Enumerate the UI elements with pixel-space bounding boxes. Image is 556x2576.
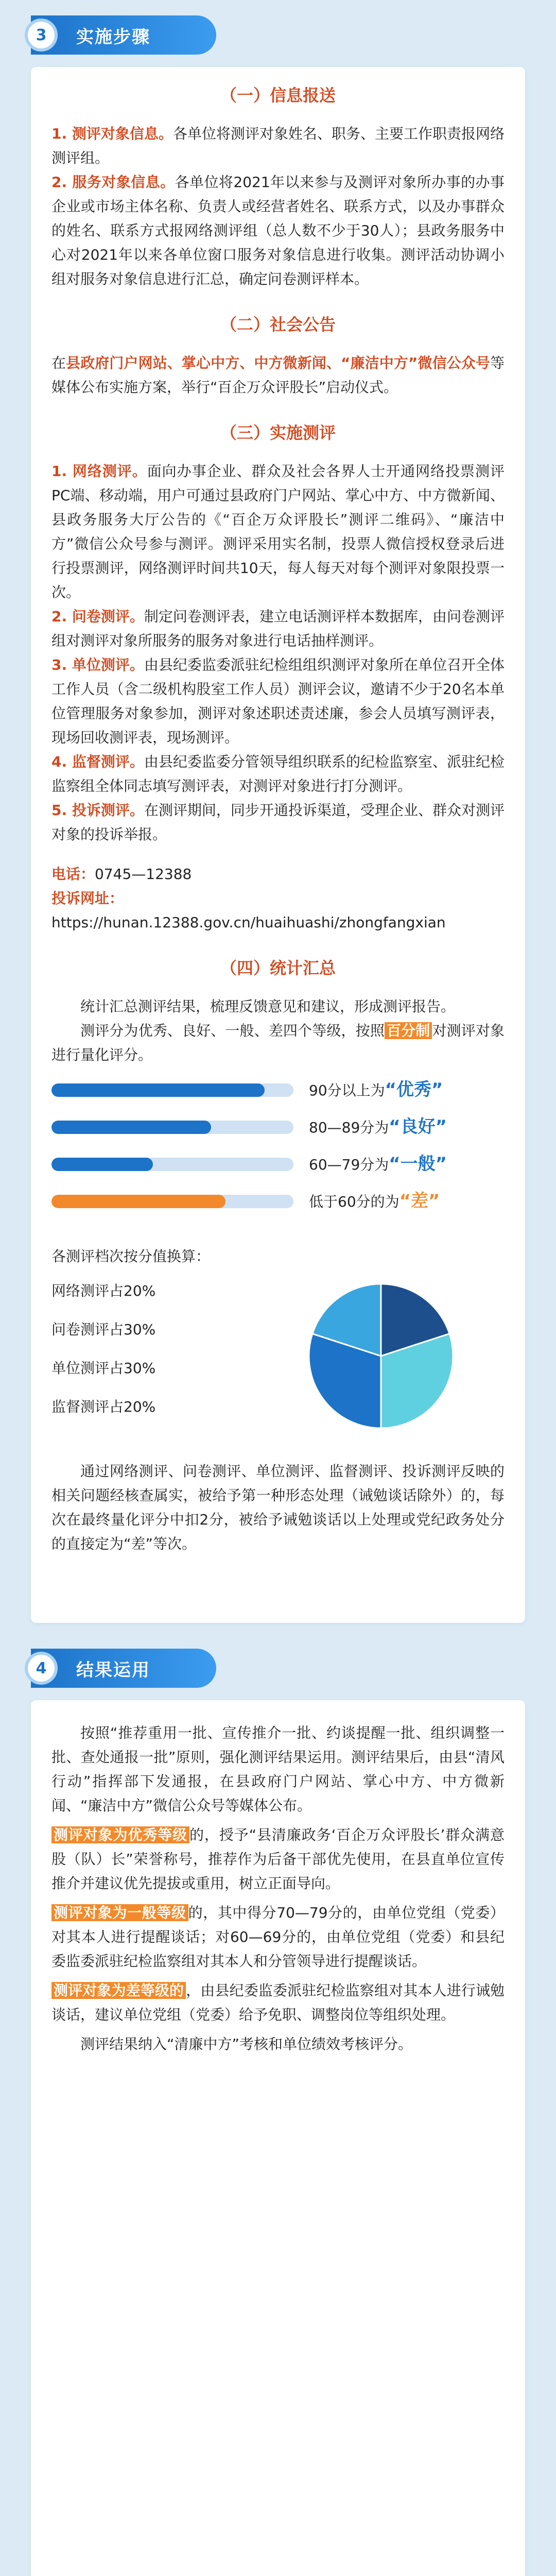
paragraph-stats-deduction: 通过网络测评、问卷测评、单位测评、监督测评、投诉测评反映的相关问题经核查属实，被给予第一种形态处理（诫勉谈话除外）的，每次在最终量化评分中扣2分，被给予诫勉谈话以上处理或党纪政务处分的直接定为“差”等次。	[51, 1463, 505, 1552]
paragraph-network-eval: 1. 网络测评。面向办事企业、群众及社会各界人士开通网络投票测评PC端、移动端，用户可通过县政府门户网站、掌心中方、中方微新闻、县政务服务大厅公告的《“百企万众评股长”测评二维码》、“廉洁中方”微信公众号参与测评。测评采用实名制，投票人微信授权登录后进行投票测评，网络测评时间共10天，每人每天对每个测评对象限投票一次。	[51, 463, 505, 601]
grade-label: 90分以上为“优秀”	[309, 1079, 443, 1100]
steps-card	[31, 67, 525, 1623]
grade-bar-track	[51, 1083, 293, 1097]
paragraph-target-info: 1. 测评对象信息。各单位将测评对象姓名、职务、主要工作职责报网络测评组。	[51, 125, 505, 166]
paragraph-result-assessment: 测评结果纳入“清廉中方”考核和单位绩效考核评分。	[80, 2036, 413, 2053]
results-card	[31, 1700, 525, 2576]
weights-block	[51, 1274, 505, 1444]
section-header-steps	[31, 15, 216, 55]
weight-item: 单位测评占30%	[51, 1360, 156, 1377]
grade-bar-fill	[51, 1195, 225, 1208]
paragraph-stats-scoring: 测评分为优秀、良好、一般、差四个等级，按照 百分制 对测评对象进行量化评分。	[51, 1022, 505, 1063]
sub-heading-info: （一）信息报送	[220, 86, 336, 105]
grade-label: 60—79分为“一般”	[309, 1154, 447, 1174]
complaint-phone: 电话：0745—12388	[51, 866, 192, 883]
weights-list	[51, 1279, 155, 1433]
weight-item: 网络测评占20%	[51, 1282, 156, 1299]
sub-heading-evaluate: （三）实施测评	[220, 423, 336, 443]
sub-heading-stats: （四）统计汇总	[220, 958, 336, 978]
grade-bar-track	[51, 1195, 293, 1208]
section-number: 4	[25, 1652, 58, 1685]
grade-levels	[51, 1079, 505, 1234]
paragraph-service-info: 2. 服务对象信息。各单位将2021年以来参与及测评对象所办事的办事企业或市场主体名称、负责人或经营者姓名、联系方式，以及办事群众的姓名、联系方式报网络测评组（总人数不少于30人）；县政务服务中心对2021年以来各单位窗口服务对象信息进行收集。测评活动协调小组对服务对象信息进行汇总，确定问卷测评样本。	[51, 174, 505, 287]
paragraph-complaint-eval: 5. 投诉测评。在测评期间，同步开通投诉渠道，受理企业、群众对测评对象的投诉举报。	[51, 802, 505, 843]
grade-bar-track	[51, 1158, 293, 1171]
grade-label: 80—89分为“良好”	[309, 1116, 447, 1137]
paragraph-result-excellent: 测评对象为优秀等级 的，授予“县清廉政务‘百企万众评股长’群众满意股（队）长”荣誉称号，推荐作为后备干部优先使用，在县直单位宣传推介并建议优先提拔或重用，树立正面导向。	[51, 1826, 505, 1892]
paragraph-survey-eval: 2. 问卷测评。制定问卷测评表，建立电话测评样本数据库，由问卷测评组对测评对象所服务的服务对象进行电话抽样测评。	[51, 608, 505, 649]
section-title: 实施步骤	[76, 26, 150, 47]
weight-item: 问卷测评占30%	[51, 1321, 156, 1338]
section-header-results	[31, 1649, 216, 1688]
weights-pie-chart	[293, 1274, 468, 1438]
paragraph-result-poor: 测评对象为差等级的 ，由县纪委监委派驻纪检监察组对其本人进行诫勉谈话，建议单位党组（党委）给予免职、调整岗位等组织处理。	[51, 1982, 505, 2023]
paragraph-supervision-eval: 4. 监督测评。由县纪委监委分管领导组织联系的纪检监察室、派驻纪检监察组全体同志填写测评表，对测评对象进行打分测评。	[51, 753, 505, 794]
weights-title: 各测评档次按分值换算：	[51, 1248, 211, 1265]
grade-bar-fill	[51, 1158, 153, 1171]
grade-bar-fill	[51, 1083, 265, 1097]
sub-heading-notice: （二）社会公告	[220, 315, 336, 334]
paragraph-result-average: 测评对象为一般等级 的，其中得分70—79分的，由单位党组（党委）对其本人进行提醒谈话；对60—69分的，由单位党组（党委）和县纪委监委派驻纪检监察组对其本人和分管领导进行提醒谈话。	[51, 1904, 505, 1970]
grade-bar-track	[51, 1121, 293, 1134]
paragraph-stats-summary: 统计汇总测评结果，梳理反馈意见和建议，形成测评报告。	[80, 998, 456, 1015]
paragraph-unit-eval: 3. 单位测评。由县纪委监委派驻纪检组组织测评对象所在单位召开全体工作人员（含二级机构股室工作人员）测评会议，邀请不少于20名本单位管理服务对象参加，测评对象述职述责述廉，参会人员填写测评表，现场回收测评表，现场测评。	[51, 656, 505, 746]
paragraph-results-principle: 按照“推荐重用一批、宣传推介一批、约谈提醒一批、组织调整一批、查处通报一批”原则，强化测评结果运用。测评结果后，由县“清风行动”指挥部下发通报，在县政府门户网站、掌心中方、中方微新闻、“廉洁中方”微信公众号等媒体公布。	[51, 1724, 505, 1814]
complaint-web-link[interactable]: https://hunan.12388.gov.cn/huaihuashi/zhongfangxian	[51, 914, 446, 931]
grade-bar-fill	[51, 1121, 211, 1134]
weight-item: 监督测评占20%	[51, 1398, 156, 1415]
section-number: 3	[25, 19, 58, 52]
complaint-web-label: 投诉网址：	[51, 890, 124, 907]
grade-label: 低于60分的为“差”	[309, 1191, 440, 1211]
paragraph-notice: 在县政府门户网站、掌心中方、中方微新闻、“廉洁中方”微信公众号等媒体公布实施方案，举行“百企万众评股长”启动仪式。	[51, 354, 505, 396]
section-title: 结果运用	[76, 1659, 150, 1681]
